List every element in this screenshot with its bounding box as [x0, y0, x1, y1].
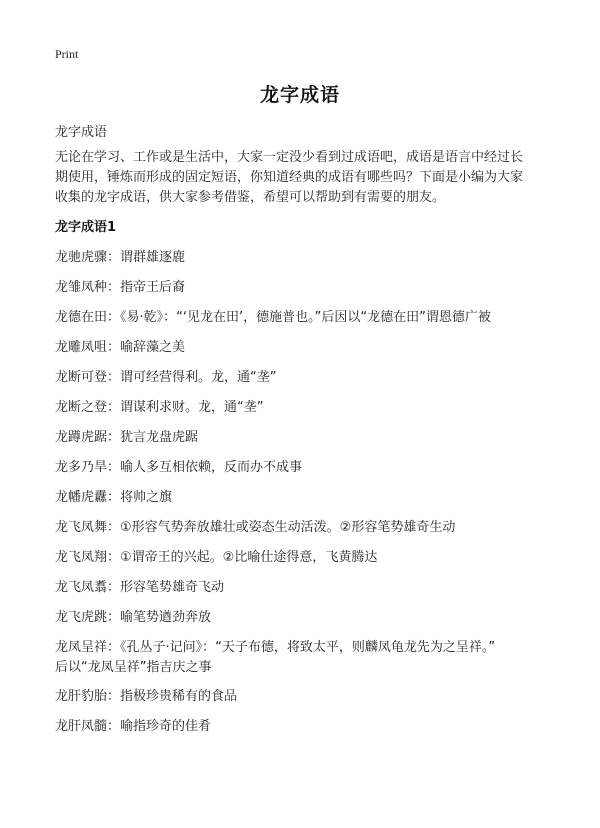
idiom-term: 龙雏凤种：	[55, 280, 121, 295]
idiom-entry	[55, 488, 555, 508]
idiom-definition: 喻人多互相依赖，反而办不成事	[120, 460, 303, 475]
idiom-definition: 《易·乾》：“‘见龙在田’，德施普也。”后因以“龙德在田”谓恩德广被	[120, 310, 491, 325]
idiom-entry	[55, 398, 555, 418]
intro-line: 无论在学习、工作或是生活中，大家一定没少看到过成语吧，成语是语言中经过长	[55, 150, 524, 165]
idiom-list	[55, 248, 555, 747]
idiom-definition: 指极珍贵稀有的食品	[120, 689, 238, 704]
section-title: 龙字成语1	[55, 220, 117, 235]
idiom-term: 龙飞凤舞：	[55, 520, 121, 535]
idiom-definition: ①形容气势奔放雄壮或姿态生动活泼。②形容笔势雄奇生动	[120, 520, 456, 535]
idiom-entry	[55, 368, 555, 388]
intro-line: 期使用，锤炼而形成的固定短语，你知道经典的成语有哪些吗？下面是小编为大家	[55, 170, 524, 185]
idiom-term: 龙飞凤翔：	[55, 550, 121, 565]
idiom-entry	[55, 638, 555, 678]
idiom-term: 龙多乃旱：	[55, 460, 121, 475]
idiom-entry	[55, 608, 555, 628]
idiom-entry	[55, 578, 555, 598]
idiom-definition: 《孔丛子·记问》：“天子布德，将致太平，则麟凤龟龙先为之呈祥。”	[120, 640, 496, 655]
idiom-entry	[55, 308, 555, 328]
idiom-term: 龙断之登：	[55, 400, 121, 415]
idiom-entry	[55, 428, 555, 448]
idiom-definition: 将帅之旗	[120, 490, 173, 505]
idiom-entry	[55, 278, 555, 298]
idiom-entry	[55, 458, 555, 478]
idiom-entry	[55, 338, 555, 358]
idiom-entry	[55, 687, 555, 707]
idiom-term: 龙德在田：	[55, 310, 121, 325]
subheading: 龙字成语	[55, 125, 108, 140]
idiom-term: 龙幡虎纛：	[55, 490, 121, 505]
idiom-entry	[55, 548, 555, 568]
idiom-term: 龙肝豹胎：	[55, 689, 121, 704]
idiom-definition: 犹言龙盘虎踞	[120, 430, 199, 445]
idiom-definition: 谓谋利求财。龙，通“垄”	[120, 400, 264, 415]
idiom-definition: 喻辞藻之美	[120, 340, 186, 355]
intro-line: 收集的龙字成语，供大家参考借鉴，希望可以帮助到有需要的朋友。	[55, 190, 446, 205]
idiom-term: 龙凤呈祥：	[55, 640, 121, 655]
idiom-definition: 谓群雄逐鹿	[120, 250, 186, 265]
idiom-definition: 形容笔势雄奇飞动	[120, 580, 225, 595]
idiom-definition: ①谓帝王的兴起。②比喻仕途得意，飞黄腾达	[120, 550, 378, 565]
page-title: 龙字成语	[259, 84, 340, 106]
idiom-definition: 喻指珍奇的佳肴	[120, 719, 212, 734]
idiom-term: 龙驰虎骤：	[55, 250, 121, 265]
idiom-term: 龙断可登：	[55, 370, 121, 385]
idiom-definition: 指帝王后裔	[120, 280, 186, 295]
idiom-term: 龙雕凤咀：	[55, 340, 121, 355]
idiom-term: 龙蹲虎踞：	[55, 430, 121, 445]
idiom-term: 龙肝凤髓：	[55, 719, 121, 734]
idiom-definition-continued: 后以“龙凤呈祥”指吉庆之事	[55, 660, 212, 675]
idiom-term: 龙飞凤翥：	[55, 580, 121, 595]
idiom-definition: 谓可经营得利。龙，通“垄”	[120, 370, 277, 385]
idiom-definition: 喻笔势遒劲奔放	[120, 610, 212, 625]
idiom-entry	[55, 717, 555, 737]
idiom-term: 龙飞虎跳：	[55, 610, 121, 625]
idiom-entry	[55, 518, 555, 538]
intro-paragraph	[55, 148, 555, 208]
idiom-entry	[55, 248, 555, 268]
print-label: Print	[55, 47, 79, 61]
